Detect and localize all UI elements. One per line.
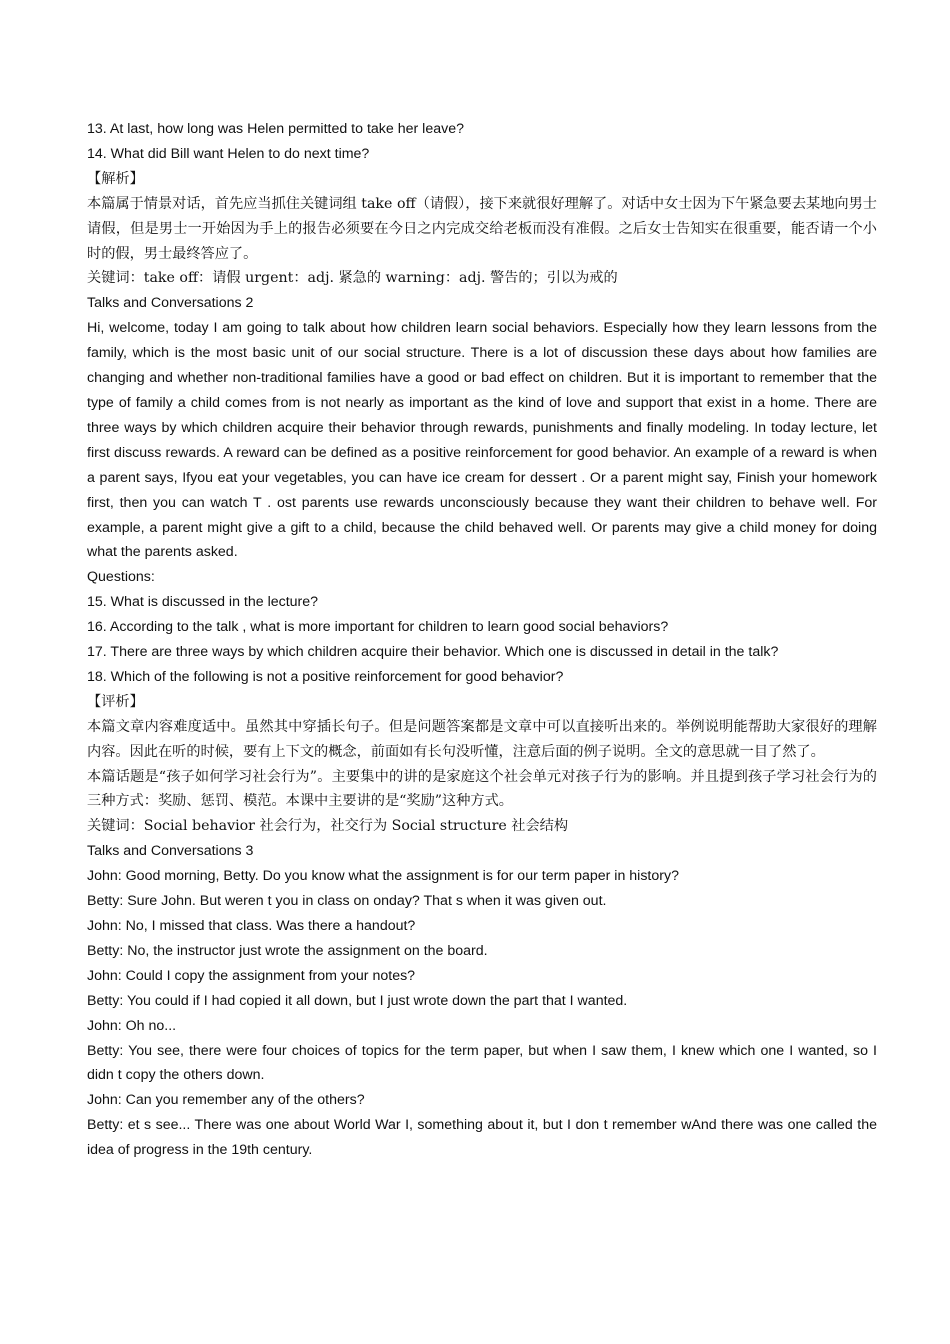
- section-heading-comment: 【评析】: [87, 693, 144, 710]
- question-18: 18. Which of the following is not a positive reinforcement for good behavior?: [87, 668, 564, 685]
- dialogue-line: Betty: et s see... There was one about World War I, something about it, but I don t remember wAnd there was one called the idea of progress in the 19th century.: [87, 1117, 877, 1159]
- questions-label: Questions:: [87, 569, 155, 586]
- dialogue-line: Betty: You see, there were four choices of topics for the term paper, but when I saw them, I knew which one I wanted, so I didn t copy the others down.: [87, 1042, 877, 1084]
- dialogue-line: Betty: No, the instructor just wrote the assignment on the board.: [87, 942, 488, 959]
- document-page: [87, 117, 877, 1163]
- comment-paragraph-1: 本篇文章内容难度适中。虽然其中穿插长句子。但是问题答案都是文章中可以直接听出来的。举例说明能帮助大家很好的理解内容。因此在听的时候，要有上下文的概念，前面如有长句没听懂，注意后面的例子说明。全文的意思就一目了然了。: [87, 718, 877, 760]
- question-14: 14. What did Bill want Helen to do next time?: [87, 145, 370, 162]
- section-title-talks-3: Talks and Conversations 3: [87, 843, 254, 860]
- dialogue-line: Betty: You could if I had copied it all down, but I just wrote down the part that I wanted.: [87, 992, 628, 1009]
- dialogue-line: Betty: Sure John. But weren t you in class on onday? That s when it was given out.: [87, 893, 607, 910]
- dialogue-line: John: Can you remember any of the others?: [87, 1092, 365, 1109]
- section-heading-analysis: 【解析】: [87, 170, 144, 187]
- comment-paragraph-2: 本篇话题是“孩子如何学习社会行为”。主要集中的讲的是家庭这个社会单元对孩子行为的影响。并且提到孩子学习社会行为的三种方式：奖励、惩罚、模范。本课中主要讲的是“奖励”这种方式。: [87, 768, 877, 810]
- lecture-paragraph: Hi, welcome, today I am going to talk about how children learn social behaviors. Especially how they learn lessons from the family, which is the most basic unit of our social structure. There is a lot of discussion these days about how families are changing and whether non-traditional families have a good or bad effect on children. But it is important to remember that the type of family a child comes from is not nearly as important as the kind of love and support that exist in a home. There are three ways by which children acquire their behavior through rewards, punishments and finally modeling. In today lecture, let first discuss rewards. A reward can be defined as a positive reinforcement for good behavior. An example of a reward is when a parent says, Ifyou eat your vegetables, you can have ice cream for dessert . Or a parent might say, Finish your homework first, then you can watch T . ost parents use rewards unconsciously because they want their children to behave well. For example, a parent might give a gift to a child, because the child behaved well. Or parents may give a child money for doing what the parents asked.: [87, 320, 877, 561]
- dialogue-line: John: No, I missed that class. Was there a handout?: [87, 918, 416, 934]
- keywords-line: 关键词：take off：请假 urgent：adj. 紧急的 warning：adj. 警告的；引以为戒的: [87, 270, 618, 287]
- question-15: 15. What is discussed in the lecture?: [87, 594, 319, 611]
- dialogue-line: John: Oh no...: [87, 1017, 177, 1034]
- section-title-talks-2: Talks and Conversations 2: [87, 295, 254, 312]
- keywords-line-2: 关键词：Social behavior 社会行为，社交行为 Social structure 社会结构: [87, 818, 569, 835]
- question-13: 13. At last, how long was Helen permitted to take her leave?: [87, 121, 464, 137]
- dialogue-line: John: Good morning, Betty. Do you know what the assignment is for our term paper in history?: [87, 868, 679, 885]
- analysis-paragraph: 本篇属于情景对话，首先应当抓住关键词组 take off（请假），接下来就很好理解了。对话中女士因为下午紧急要去某地向男士请假，但是男士一开始因为手上的报告必须要在今日之内完成交给老板而没有准假。之后女士告知实在很重要，能否请一个小时的假，男士最终答应了。: [87, 195, 877, 262]
- question-17: 17. There are three ways by which children acquire their behavior. Which one is discussed in detail in the talk?: [87, 644, 779, 661]
- question-16: 16. According to the talk , what is more important for children to learn good social behaviors?: [87, 619, 669, 636]
- dialogue-line: John: Could I copy the assignment from your notes?: [87, 967, 416, 984]
